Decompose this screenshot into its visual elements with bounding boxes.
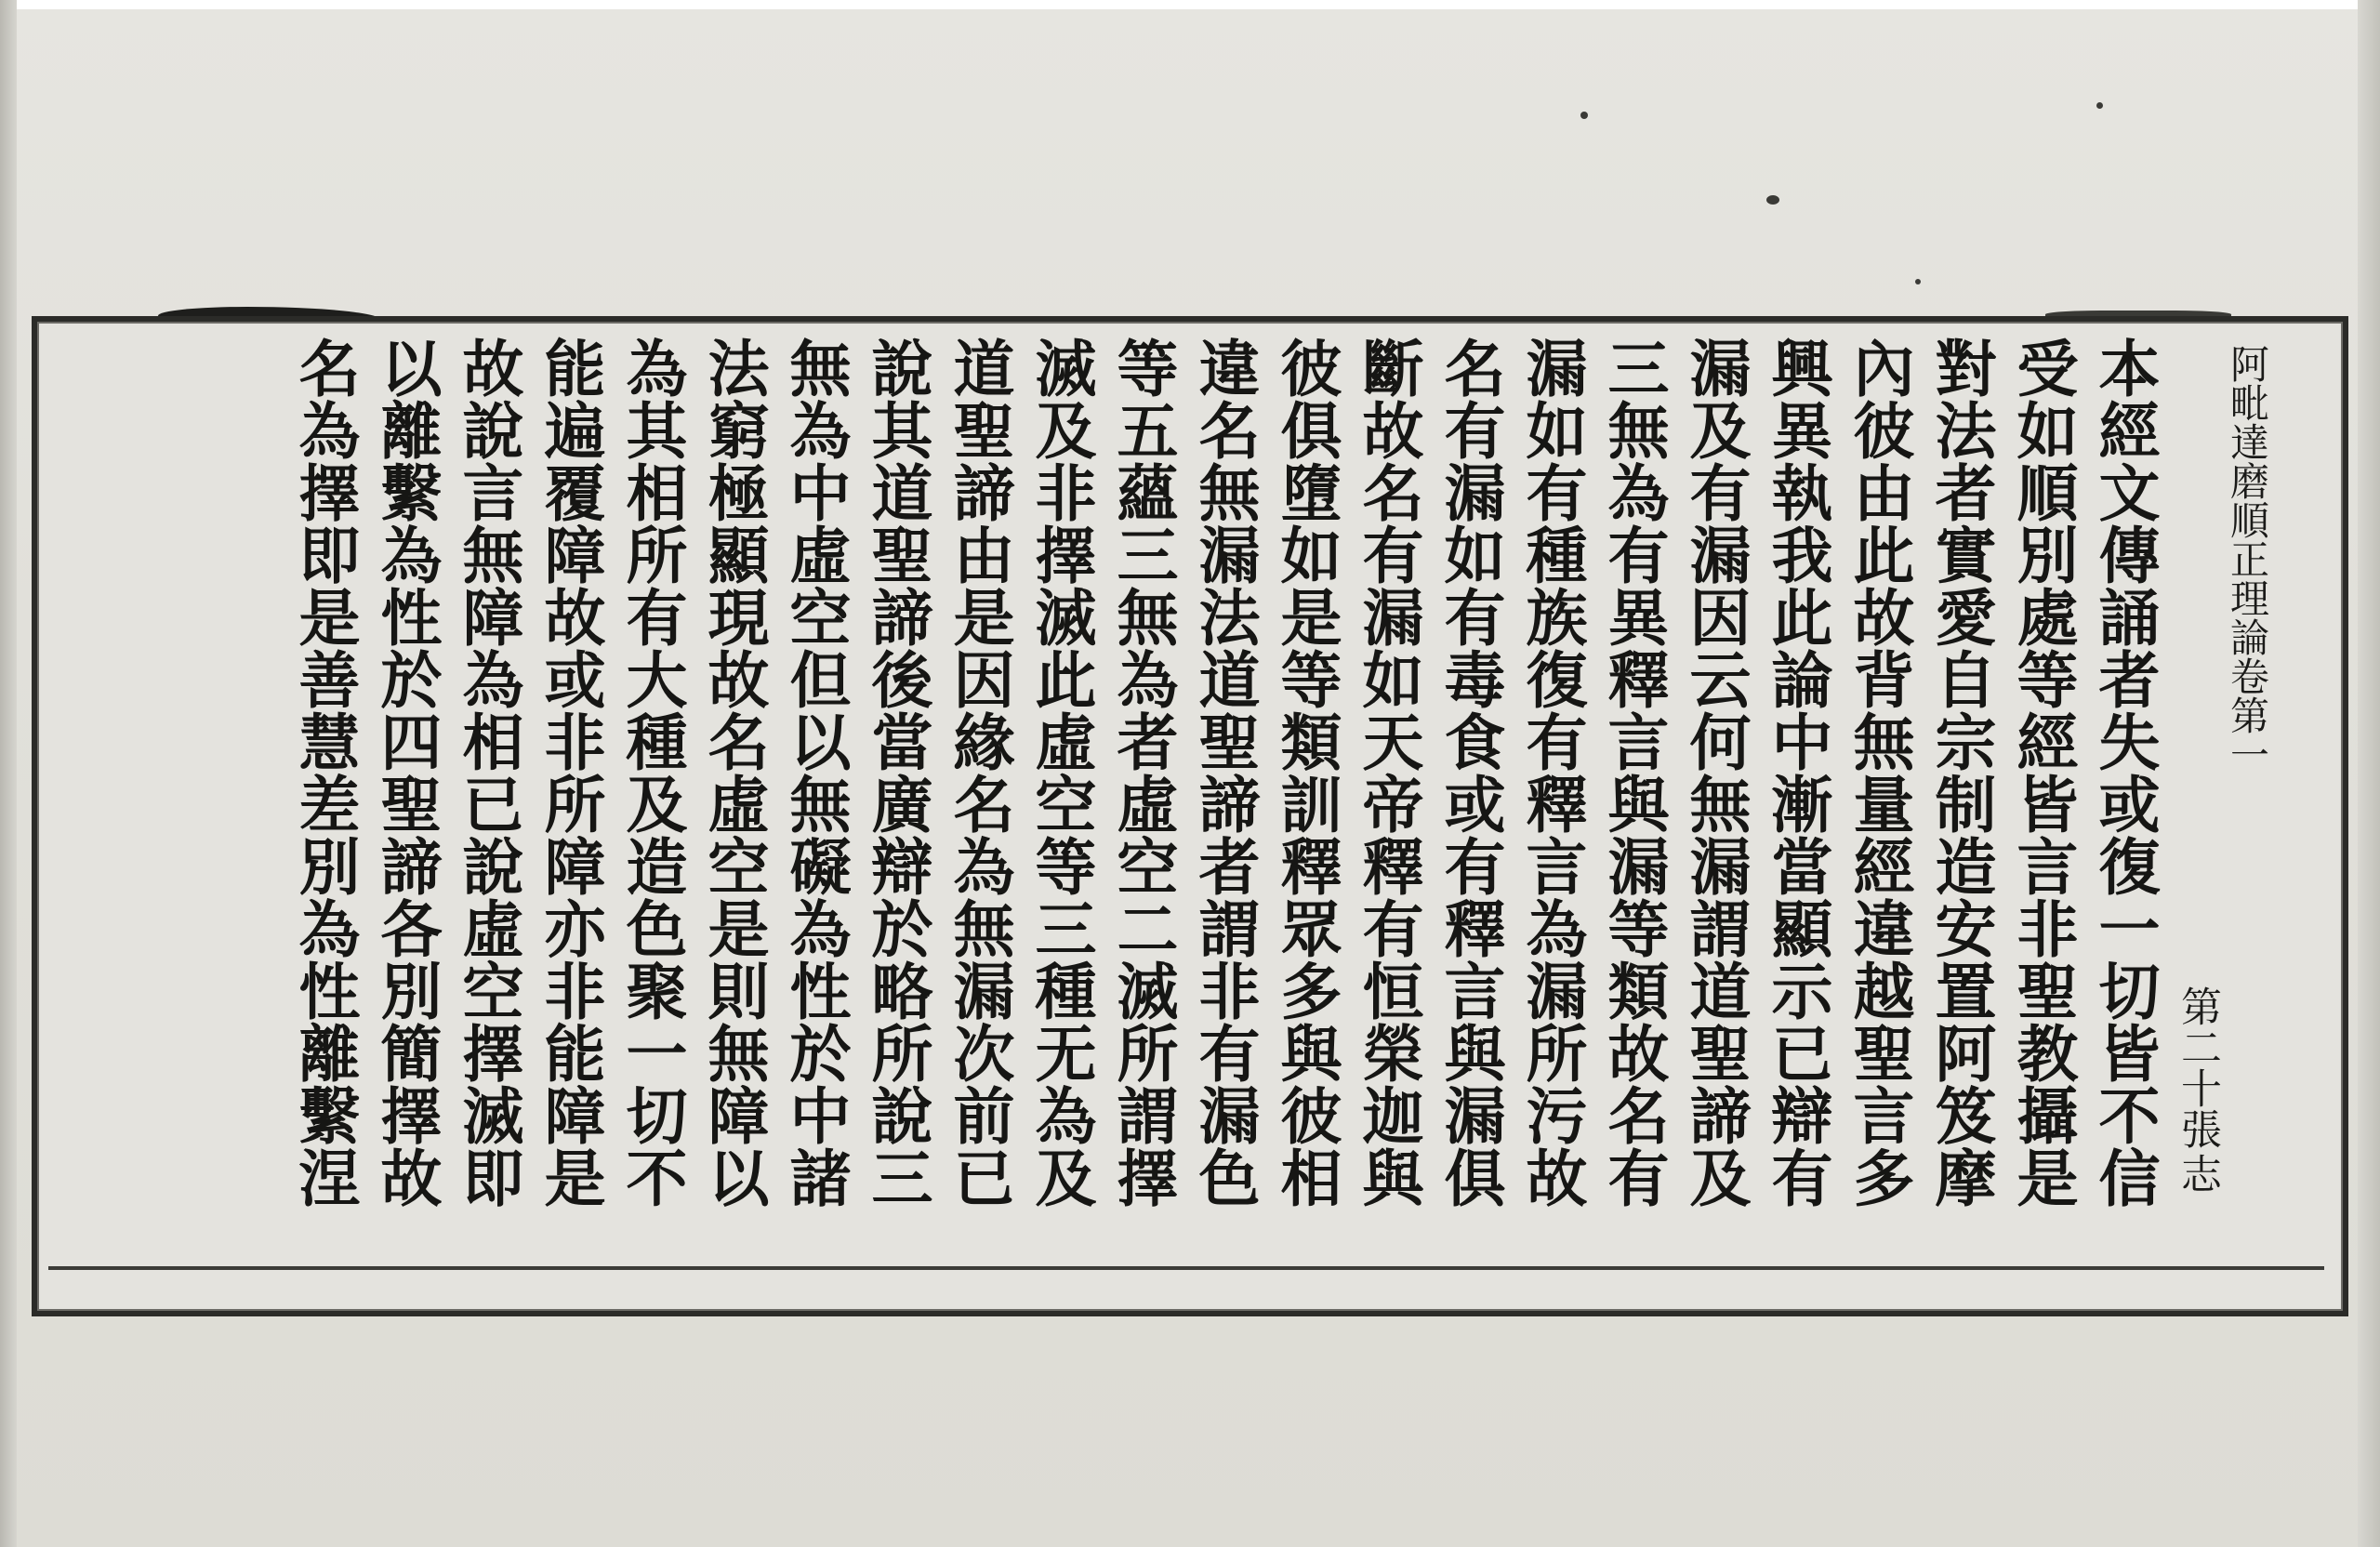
ink-speck bbox=[1766, 195, 1779, 205]
bottom-border-rule bbox=[48, 1266, 2324, 1270]
text-column: 興異執我此論中漸當顯示已辯有 bbox=[1761, 337, 1833, 1209]
ink-speck bbox=[1580, 112, 1588, 119]
text-column: 滅及非擇滅此虛空等三種无為及 bbox=[1025, 337, 1097, 1209]
text-column: 內彼由此故背無量經違越聖言多 bbox=[1843, 337, 1915, 1209]
text-column: 故說言無障為相已說虛空擇滅即 bbox=[452, 337, 524, 1209]
text-column: 無為中虛空但以無礙為性於中諸 bbox=[779, 337, 852, 1209]
scan-top-margin bbox=[0, 0, 2380, 9]
text-column: 為其相所有大種及造色聚一切不 bbox=[615, 337, 688, 1209]
text-column: 名有漏如有毒食或有釋言與漏俱 bbox=[1434, 337, 1506, 1209]
text-column: 等五蘊三無為者虛空二滅所謂擇 bbox=[1106, 337, 1179, 1209]
text-column: 漏及有漏因云何無漏謂道聖諦及 bbox=[1679, 337, 1752, 1209]
text-column: 能遍覆障故或非所障亦非能障是 bbox=[534, 337, 606, 1209]
text-column: 說其道聖諦後當廣辯於略所說三 bbox=[861, 337, 933, 1209]
page-fold-right bbox=[2358, 0, 2380, 1547]
ink-speck bbox=[2096, 102, 2103, 109]
text-column: 受如順別處等經皆言非聖教攝是 bbox=[2006, 337, 2079, 1209]
ink-speck bbox=[1915, 279, 1921, 284]
text-column: 名為擇即是善慧差別為性離繫涅 bbox=[288, 337, 361, 1209]
text-column: 法窮極顯現故名虛空是則無障以 bbox=[697, 337, 770, 1209]
text-column: 對法者實愛自宗制造安置阿笈摩 bbox=[1924, 337, 1997, 1209]
text-column: 本經文傳誦者失或復一切皆不信 bbox=[2088, 337, 2161, 1209]
page-fold-left bbox=[0, 0, 17, 1547]
text-column: 斷故名有漏如天帝釋有恒榮迦與 bbox=[1352, 337, 1424, 1209]
text-column: 以離繫為性於四聖諦各別簡擇故 bbox=[370, 337, 443, 1209]
text-column: 漏如有種族復有釋言為漏所污故 bbox=[1515, 337, 1588, 1209]
text-column: 道聖諦由是因緣名為無漏次前已 bbox=[943, 337, 1015, 1209]
text-column: 三無為有異釋言與漏等類故名有 bbox=[1597, 337, 1670, 1209]
text-column: 違名無漏法道聖諦者謂非有漏色 bbox=[1188, 337, 1261, 1209]
leaf-number: 第二十張 bbox=[2174, 985, 2221, 1149]
text-column: 彼俱墮如是等類訓釋眾多與彼相 bbox=[1270, 337, 1342, 1209]
margin-title: 阿毗達磨順正理論卷第一 bbox=[2225, 344, 2270, 774]
carver-mark: 志 bbox=[2174, 1153, 2221, 1194]
